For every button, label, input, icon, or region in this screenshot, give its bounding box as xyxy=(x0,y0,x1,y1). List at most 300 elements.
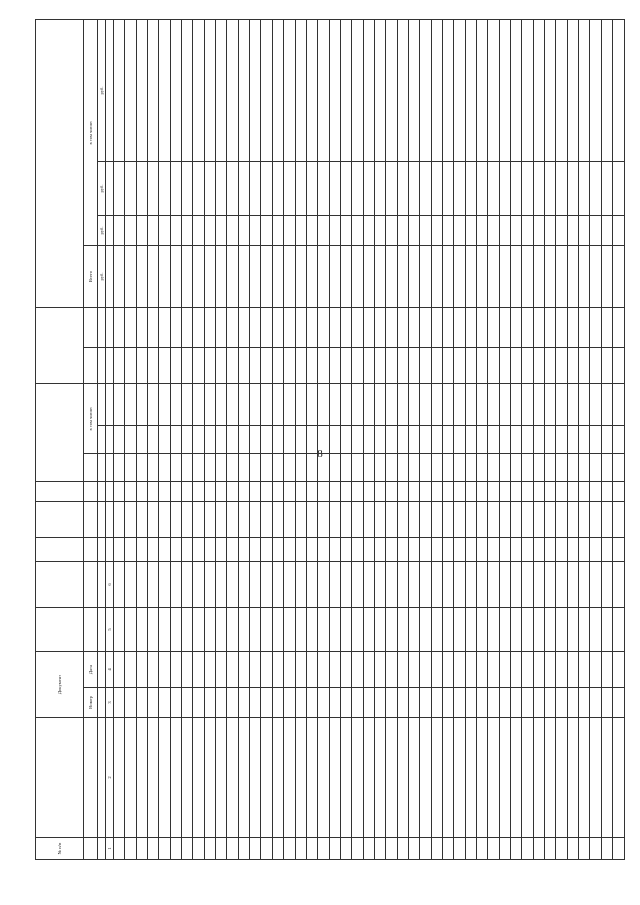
table-cell xyxy=(272,216,283,246)
table-cell xyxy=(340,454,351,482)
table-cell xyxy=(613,838,625,860)
column-number-label xyxy=(106,482,114,502)
table-cell xyxy=(488,426,499,454)
table-cell xyxy=(533,454,544,482)
table-cell xyxy=(601,162,612,216)
table-cell xyxy=(442,20,453,162)
table-cell xyxy=(114,162,125,216)
table-cell xyxy=(545,308,556,348)
table-cell xyxy=(397,562,408,608)
table-row xyxy=(272,20,283,860)
table-cell xyxy=(454,308,465,348)
table-cell xyxy=(499,562,510,608)
table-cell xyxy=(442,718,453,838)
table-cell xyxy=(590,20,601,162)
table-cell xyxy=(590,308,601,348)
column-number-label xyxy=(106,502,114,538)
table-row xyxy=(204,20,215,860)
table-cell xyxy=(182,454,193,482)
table-cell xyxy=(386,538,397,562)
table-row xyxy=(590,20,601,860)
table-cell xyxy=(295,246,306,308)
table-cell xyxy=(522,348,533,384)
table-cell xyxy=(148,162,159,216)
table-cell xyxy=(182,20,193,162)
table-cell xyxy=(567,688,578,718)
table-cell xyxy=(114,562,125,608)
table-cell xyxy=(579,838,590,860)
table-cell xyxy=(306,502,317,538)
table-cell xyxy=(159,562,170,608)
header-sub-blank xyxy=(84,538,98,562)
header-unit-cell xyxy=(98,838,106,860)
table-cell xyxy=(488,348,499,384)
table-cell xyxy=(136,162,147,216)
table-cell xyxy=(477,308,488,348)
table-cell xyxy=(477,562,488,608)
table-cell xyxy=(295,426,306,454)
table-cell xyxy=(590,538,601,562)
table-cell xyxy=(601,308,612,348)
table-cell xyxy=(533,562,544,608)
table-cell xyxy=(125,538,136,562)
table-cell xyxy=(284,838,295,860)
table-cell xyxy=(465,688,476,718)
table-cell xyxy=(601,246,612,308)
table-cell xyxy=(374,838,385,860)
table-cell xyxy=(374,688,385,718)
table-cell xyxy=(511,562,522,608)
table-cell xyxy=(420,384,431,426)
table-cell xyxy=(159,538,170,562)
table-cell xyxy=(386,562,397,608)
table-cell xyxy=(318,426,329,454)
table-cell xyxy=(250,482,261,502)
table-cell xyxy=(318,216,329,246)
table-cell xyxy=(499,838,510,860)
table-cell xyxy=(182,482,193,502)
table-cell xyxy=(488,482,499,502)
table-cell xyxy=(340,216,351,246)
table-cell xyxy=(374,502,385,538)
table-row xyxy=(216,20,227,860)
table-cell xyxy=(204,838,215,860)
table-cell xyxy=(329,562,340,608)
table-cell xyxy=(579,384,590,426)
table-cell xyxy=(227,216,238,246)
table-cell xyxy=(272,384,283,426)
table-cell xyxy=(329,384,340,426)
table-cell xyxy=(204,502,215,538)
table-cell xyxy=(340,308,351,348)
table-cell xyxy=(238,384,249,426)
table-cell xyxy=(261,308,272,348)
table-cell xyxy=(454,838,465,860)
column-number-label: 2 xyxy=(106,718,114,838)
table-cell xyxy=(318,454,329,482)
table-cell xyxy=(465,502,476,538)
table-cell xyxy=(182,652,193,688)
table-cell xyxy=(159,308,170,348)
table-cell xyxy=(613,608,625,652)
table-cell xyxy=(567,308,578,348)
table-cell xyxy=(114,482,125,502)
table-cell xyxy=(363,688,374,718)
table-cell xyxy=(511,308,522,348)
table-cell xyxy=(477,688,488,718)
table-cell xyxy=(613,482,625,502)
table-cell xyxy=(442,348,453,384)
table-cell xyxy=(454,562,465,608)
table-cell xyxy=(454,216,465,246)
table-row xyxy=(363,20,374,860)
table-cell xyxy=(329,426,340,454)
table-cell xyxy=(613,308,625,348)
table-cell xyxy=(318,688,329,718)
table-cell xyxy=(465,482,476,502)
table-cell xyxy=(442,308,453,348)
table-cell xyxy=(182,384,193,426)
table-cell xyxy=(579,502,590,538)
table-cell xyxy=(442,216,453,246)
table-cell xyxy=(488,562,499,608)
table-cell xyxy=(170,426,181,454)
table-row xyxy=(408,20,419,860)
table-cell xyxy=(250,162,261,216)
table-cell xyxy=(352,538,363,562)
column-number-label xyxy=(106,20,114,162)
table-cell xyxy=(601,688,612,718)
table-cell xyxy=(227,688,238,718)
table-cell xyxy=(204,454,215,482)
table-cell xyxy=(601,216,612,246)
table-cell xyxy=(511,482,522,502)
table-cell xyxy=(386,454,397,482)
table-cell xyxy=(601,20,612,162)
table-cell xyxy=(511,216,522,246)
table-cell xyxy=(533,838,544,860)
table-cell xyxy=(159,502,170,538)
table-cell xyxy=(522,562,533,608)
table-cell xyxy=(306,308,317,348)
table-cell xyxy=(465,308,476,348)
table-cell xyxy=(488,502,499,538)
table-cell xyxy=(227,162,238,216)
table-cell xyxy=(454,162,465,216)
table-cell xyxy=(590,162,601,216)
table-cell xyxy=(533,384,544,426)
table-cell xyxy=(386,502,397,538)
table-cell xyxy=(613,426,625,454)
table-cell xyxy=(204,688,215,718)
header-unit-rub: руб. xyxy=(98,20,106,162)
table-cell xyxy=(499,246,510,308)
table-row xyxy=(567,20,578,860)
table-cell xyxy=(613,688,625,718)
table-cell xyxy=(136,502,147,538)
table-cell xyxy=(261,502,272,538)
table-cell xyxy=(431,562,442,608)
table-cell xyxy=(125,308,136,348)
table-row xyxy=(442,20,453,860)
table-cell xyxy=(613,216,625,246)
table-cell xyxy=(477,348,488,384)
table-cell xyxy=(114,608,125,652)
table-cell xyxy=(295,454,306,482)
table-cell xyxy=(250,426,261,454)
column-number-label xyxy=(106,162,114,216)
table-cell xyxy=(261,426,272,454)
table-cell xyxy=(567,652,578,688)
table-cell xyxy=(408,482,419,502)
table-cell xyxy=(465,216,476,246)
table-cell xyxy=(499,688,510,718)
table-cell xyxy=(545,562,556,608)
table-cell xyxy=(363,562,374,608)
table-cell xyxy=(182,718,193,838)
table-cell xyxy=(340,838,351,860)
table-cell xyxy=(136,652,147,688)
table-cell xyxy=(477,426,488,454)
table-cell xyxy=(408,538,419,562)
header-cost xyxy=(36,20,84,308)
table-row xyxy=(533,20,544,860)
table-cell xyxy=(579,454,590,482)
table-cell xyxy=(284,538,295,562)
table-cell xyxy=(216,502,227,538)
table-cell xyxy=(261,838,272,860)
header-unit-cell xyxy=(98,308,106,348)
table-cell xyxy=(545,426,556,454)
table-cell xyxy=(159,348,170,384)
table-cell xyxy=(567,348,578,384)
table-cell xyxy=(352,348,363,384)
table-cell xyxy=(306,562,317,608)
table-cell xyxy=(284,308,295,348)
table-cell xyxy=(329,454,340,482)
table-cell xyxy=(533,426,544,454)
table-cell xyxy=(363,20,374,162)
table-cell xyxy=(363,162,374,216)
table-cell xyxy=(601,502,612,538)
table-cell xyxy=(363,348,374,384)
table-cell xyxy=(216,562,227,608)
table-row xyxy=(284,20,295,860)
header-unit-rub: руб. xyxy=(98,246,106,308)
table-row xyxy=(477,20,488,860)
table-cell xyxy=(567,538,578,562)
table-cell xyxy=(420,688,431,718)
table-cell xyxy=(136,20,147,162)
table-cell xyxy=(148,20,159,162)
column-number-label: 6 xyxy=(106,562,114,608)
table-cell xyxy=(227,246,238,308)
table-cell xyxy=(488,538,499,562)
table-cell xyxy=(136,718,147,838)
table-cell xyxy=(193,246,204,308)
table-cell xyxy=(374,384,385,426)
table-cell xyxy=(420,482,431,502)
table-cell xyxy=(442,384,453,426)
table-cell xyxy=(114,652,125,688)
table-cell xyxy=(522,502,533,538)
table-cell xyxy=(318,502,329,538)
table-cell xyxy=(159,216,170,246)
table-cell xyxy=(488,216,499,246)
table-cell xyxy=(272,20,283,162)
table-cell xyxy=(465,652,476,688)
table-cell xyxy=(397,538,408,562)
table-cell xyxy=(306,246,317,308)
table-cell xyxy=(250,652,261,688)
table-cell xyxy=(238,454,249,482)
table-cell xyxy=(170,308,181,348)
table-cell xyxy=(250,538,261,562)
table-cell xyxy=(182,502,193,538)
table-cell xyxy=(465,562,476,608)
table-cell xyxy=(590,608,601,652)
rotated-table-container xyxy=(35,20,625,860)
table-cell xyxy=(318,562,329,608)
table-cell xyxy=(340,482,351,502)
table-cell xyxy=(431,454,442,482)
table-cell xyxy=(295,308,306,348)
table-cell xyxy=(465,454,476,482)
table-cell xyxy=(590,652,601,688)
table-cell xyxy=(374,216,385,246)
table-cell xyxy=(477,20,488,162)
table-cell xyxy=(261,688,272,718)
table-cell xyxy=(431,482,442,502)
table-cell xyxy=(238,652,249,688)
column-number-label xyxy=(106,454,114,482)
table-cell xyxy=(499,482,510,502)
table-cell xyxy=(431,538,442,562)
table-cell xyxy=(431,348,442,384)
table-cell xyxy=(250,838,261,860)
table-cell xyxy=(499,454,510,482)
table-row xyxy=(250,20,261,860)
table-cell xyxy=(329,162,340,216)
table-cell xyxy=(567,384,578,426)
table-cell xyxy=(306,538,317,562)
table-row xyxy=(170,20,181,860)
table-row xyxy=(159,20,170,860)
table-cell xyxy=(170,216,181,246)
registry-table xyxy=(35,19,625,860)
table-cell xyxy=(148,384,159,426)
table-row xyxy=(522,20,533,860)
table-cell xyxy=(250,216,261,246)
table-cell xyxy=(556,308,567,348)
table-cell xyxy=(204,20,215,162)
table-cell xyxy=(227,308,238,348)
table-cell xyxy=(261,482,272,502)
header-document: Документ xyxy=(36,652,84,718)
table-cell xyxy=(318,652,329,688)
table-cell xyxy=(216,216,227,246)
table-cell xyxy=(306,426,317,454)
table-cell xyxy=(148,838,159,860)
header-sub-blank xyxy=(84,718,98,838)
table-cell xyxy=(499,608,510,652)
table-cell xyxy=(136,562,147,608)
table-cell xyxy=(420,608,431,652)
table-cell xyxy=(306,20,317,162)
table-cell xyxy=(193,538,204,562)
table-cell xyxy=(136,426,147,454)
table-row xyxy=(431,20,442,860)
table-cell xyxy=(363,608,374,652)
table-cell xyxy=(499,162,510,216)
table-cell xyxy=(601,426,612,454)
table-cell xyxy=(374,246,385,308)
table-cell xyxy=(579,308,590,348)
table-cell xyxy=(159,688,170,718)
table-cell xyxy=(511,838,522,860)
table-cell xyxy=(386,216,397,246)
table-cell xyxy=(431,162,442,216)
table-cell xyxy=(511,652,522,688)
table-cell xyxy=(477,162,488,216)
table-cell xyxy=(397,608,408,652)
table-cell xyxy=(238,348,249,384)
table-cell xyxy=(148,718,159,838)
table-cell xyxy=(329,502,340,538)
table-cell xyxy=(148,608,159,652)
table-cell xyxy=(545,502,556,538)
table-row xyxy=(340,20,351,860)
table-cell xyxy=(442,562,453,608)
table-cell xyxy=(170,454,181,482)
header-unit-cell xyxy=(98,426,106,454)
table-cell xyxy=(420,838,431,860)
table-cell xyxy=(318,838,329,860)
table-cell xyxy=(204,216,215,246)
table-cell xyxy=(522,688,533,718)
table-cell xyxy=(579,426,590,454)
table-cell xyxy=(318,348,329,384)
table-cell xyxy=(374,20,385,162)
table-cell xyxy=(329,538,340,562)
table-row xyxy=(182,20,193,860)
header-sub-blank xyxy=(84,308,98,348)
table-cell xyxy=(545,348,556,384)
table-cell xyxy=(114,308,125,348)
table-cell xyxy=(442,652,453,688)
table-cell xyxy=(533,348,544,384)
table-cell xyxy=(420,308,431,348)
header-area xyxy=(36,482,84,502)
table-cell xyxy=(477,838,488,860)
table-cell xyxy=(499,216,510,246)
table-cell xyxy=(442,162,453,216)
header-unit-cell xyxy=(98,608,106,652)
table-cell xyxy=(488,838,499,860)
header-planned-demolition xyxy=(36,562,84,608)
table-cell xyxy=(329,608,340,652)
table-cell xyxy=(284,652,295,688)
table-cell xyxy=(318,308,329,348)
table-cell xyxy=(556,20,567,162)
table-cell xyxy=(193,216,204,246)
table-cell xyxy=(329,838,340,860)
table-cell xyxy=(613,454,625,482)
table-cell xyxy=(590,348,601,384)
table-cell xyxy=(454,246,465,308)
header-flats xyxy=(36,502,84,538)
table-cell xyxy=(408,688,419,718)
